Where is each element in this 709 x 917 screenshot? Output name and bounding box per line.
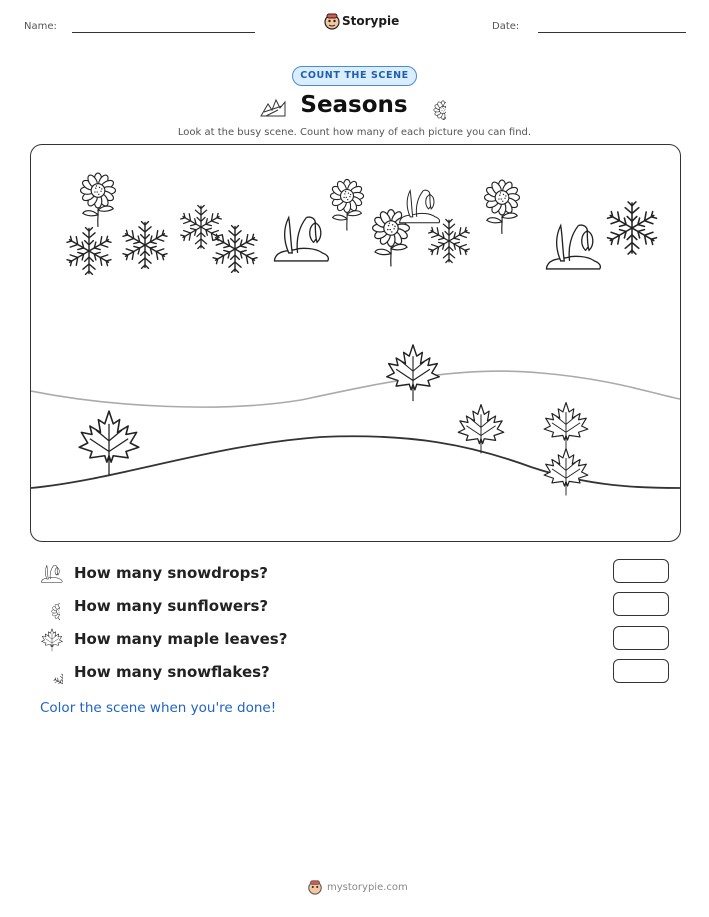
answer-box-snowflakes[interactable] (613, 659, 669, 683)
busy-scene-frame (30, 144, 681, 542)
sunflower (330, 179, 363, 230)
leaf-pile-icon (258, 92, 288, 120)
maple-leaf (458, 405, 504, 454)
closing-note: Color the scene when you're done! (40, 700, 277, 716)
sunflower (81, 173, 116, 227)
flower-icon (420, 90, 446, 120)
storypie-logo-icon (323, 12, 341, 30)
snowflake (66, 228, 113, 275)
name-line[interactable] (72, 32, 255, 33)
question-sunflowers: How many sunflowers? (74, 597, 269, 615)
busy-scene (31, 145, 680, 541)
maple-leaf (544, 403, 588, 450)
brand-name: Storypie (342, 14, 400, 28)
maple-leaf (544, 449, 588, 496)
snowflake (122, 222, 169, 269)
maple-leaf-icon (40, 628, 64, 652)
snowdrop (547, 225, 601, 269)
snowdrop (400, 190, 440, 223)
snowflake (606, 202, 658, 254)
storypie-footer-logo-icon (307, 879, 323, 895)
sunflower-icon (42, 594, 60, 620)
maple-leaf (79, 411, 139, 475)
snowflake (427, 219, 470, 262)
answer-box-maple-leaves[interactable] (613, 626, 669, 650)
snowflake-icon (41, 662, 63, 684)
count-the-scene-badge: COUNT THE SCENE (292, 66, 417, 86)
snowdrop (275, 217, 329, 261)
question-snowflakes: How many snowflakes? (74, 663, 270, 681)
date-label: Date: (492, 21, 520, 32)
snowdrop-icon (40, 562, 64, 584)
hill-back (31, 371, 680, 407)
date-line[interactable] (538, 32, 686, 33)
snowflake (179, 205, 222, 248)
maple-leaf (387, 345, 440, 401)
sunflower (485, 180, 520, 234)
question-snowdrops: How many snowdrops? (74, 564, 268, 582)
answer-box-sunflowers[interactable] (613, 592, 669, 616)
page-title: Seasons (300, 92, 408, 118)
question-maple-leaves: How many maple leaves? (74, 630, 288, 648)
answer-box-snowdrops[interactable] (613, 559, 669, 583)
footer-url[interactable]: mystorypie.com (327, 882, 408, 893)
snowflake (212, 226, 259, 273)
instructions: Look at the busy scene. Count how many of each picture you can find. (177, 127, 532, 138)
name-label: Name: (24, 21, 57, 32)
